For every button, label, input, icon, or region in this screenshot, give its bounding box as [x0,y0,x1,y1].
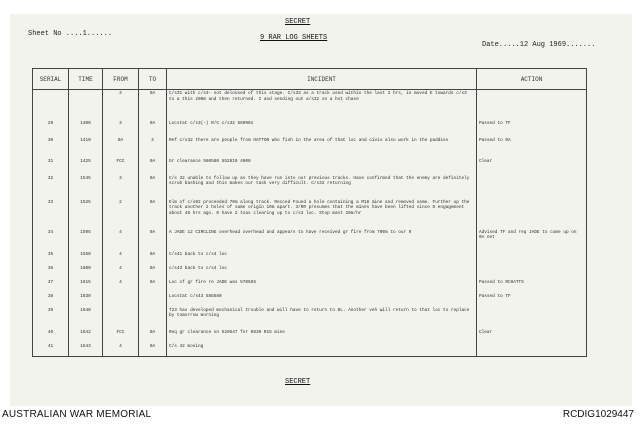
cell-incident: C/s41 back to c/s4 loc [167,251,477,265]
classification-bottom: SECRET [285,378,311,386]
cell-to: 0A [139,175,167,199]
cell-incident: Locstat c/s43 585580 [167,293,477,307]
cell-incident: Req gr clearance on 520547 for 0830 R15 mine [167,329,477,343]
cell-time: 1400 [69,120,103,137]
classification-top: SECRET [285,18,311,26]
institution-name: AUSTRALIAN WAR MEMORIAL [2,409,152,420]
cell-time: 1640 [69,307,103,329]
cell-serial [33,90,69,120]
cell-action [477,251,587,265]
cell-to: 0A [139,90,167,120]
cell-action [477,199,587,229]
cell-incident: Ref c/s32 there are people from HATTON who fish in the area of that loc and civis also work in the paddies [167,137,477,158]
cell-serial: 30 [33,137,69,158]
cell-serial: 37 [33,279,69,293]
table-row [33,229,587,251]
cell-from: 3 [103,90,139,120]
cell-to [139,293,167,307]
cell-to: 0A [139,265,167,279]
col-incident: INCIDENT [167,69,477,90]
cell-serial: 36 [33,265,69,279]
cell-time: 1410 [69,137,103,158]
cell-time: 1545 [69,175,103,199]
cell-serial: 34 [33,229,69,251]
cell-incident: Elm of c/s02 proceeded 70m along track. Recced Found a hole containing a M16 mine and removed same. Further up the track another 2 holes of same origin 10m apart. 3/RR presumes that the mines have been lifted since D engagement about 48 hrs ago. 0 have 2 txas clearing up to c/s3 loc. Stop mast 20m/hr [167,199,477,229]
cell-action [477,265,587,279]
cell-time: 1505 [69,229,103,251]
cell-time: 1525 [69,199,103,229]
cell-from: 0A [103,137,139,158]
cell-serial: 41 [33,343,69,357]
cell-time: 1642 [69,329,103,343]
cell-to [139,307,167,329]
cell-action: Passed to 0A [477,137,587,158]
cell-from: 4 [103,279,139,293]
table-row [33,90,587,120]
cell-time: 1615 [69,279,103,293]
cell-incident: C/s31 with c/s3- not deloused of this stage. C/s33 as a track used within the last 2 hrs, in moved E towards c/s3 to a this 200m and then returned. I and sending out a/s32 on a hot chase [167,90,477,120]
table-row [33,158,587,175]
table-row [33,199,587,229]
cell-from: 4 [103,343,139,357]
cell-to: 0A [139,329,167,343]
table-row [33,343,587,357]
cell-serial: 38 [33,293,69,307]
cell-incident: Loc of gr fire re JADE was 570565 [167,279,477,293]
table-row [33,307,587,329]
cell-from: 2 [103,199,139,229]
cell-action: Clear [477,329,587,343]
col-serial: SERIAL [33,69,69,90]
cell-serial: 35 [33,251,69,265]
cell-action [477,343,587,357]
cell-time: 1630 [69,293,103,307]
table-header [33,69,587,90]
cell-incident: c/s43 back to c/s4 loc [167,265,477,279]
cell-to: 0A [139,199,167,229]
col-time: TIME [69,69,103,90]
table-row [33,175,587,199]
cell-to: 0A [139,229,167,251]
col-from: FROM [103,69,139,90]
cell-from [103,293,139,307]
cell-incident: C/s 42 moving [167,343,477,357]
cell-to: 3 [139,137,167,158]
cell-time [69,90,103,120]
sheet-number: Sheet No ....1...... [28,30,113,38]
cell-incident: C/s 32 unable to follow up as they have run into our previous tracks. Have confirmed that the enemy are definitely scrub bashing and this makes our task very difficult. C/s32 returning [167,175,477,199]
col-to: TO [139,69,167,90]
table-row [33,251,587,265]
cell-action: Passed to RCHATTS [477,279,587,293]
cell-from: 3 [103,175,139,199]
cell-from: 4 [103,265,139,279]
table-row [33,329,587,343]
cell-action [477,307,587,329]
log-table [32,68,587,357]
cell-time: 1550 [69,251,103,265]
catalogue-id: RCDIG1029447 [562,409,634,420]
col-action: ACTION [477,69,587,90]
cell-serial: 31 [33,158,69,175]
table-row [33,120,587,137]
cell-from [103,307,139,329]
cell-time: 1425 [69,158,103,175]
cell-action: Passed to TF [477,293,587,307]
table-row [33,293,587,307]
cell-from: 4 [103,229,139,251]
cell-time: 1600 [69,265,103,279]
cell-incident: A JADE 12 CIRCLING overhead overhead and appears to have received gr fire from 700m to our 9 [167,229,477,251]
cell-action [477,90,587,120]
cell-incident: Locstat c/s3(-) R/C c/s32 560901 [167,120,477,137]
table-row [33,265,587,279]
cell-serial: 40 [33,329,69,343]
cell-incident: T23 has developed mechanical trouble and will have to return to 0L. Another veh will return to that loc to replace by tomorrow morning [167,307,477,329]
cell-from: FCC [103,329,139,343]
table-row [33,137,587,158]
cell-incident: Gr clearance 560580 552810 4000 [167,158,477,175]
unit-title: 9 RAR LOG SHEETS [260,34,328,42]
date-label: Date.....12 Aug 1969....... [482,41,596,49]
cell-from: 4 [103,251,139,265]
cell-from: 3 [103,120,139,137]
cell-serial: 32 [33,175,69,199]
cell-to: 0A [139,251,167,265]
cell-to: 0A [139,343,167,357]
cell-action [477,175,587,199]
log-sheet [10,14,632,406]
cell-serial: 33 [33,199,69,229]
cell-time: 1643 [69,343,103,357]
table-row [33,279,587,293]
cell-serial: 29 [33,120,69,137]
cell-from: FCC [103,158,139,175]
cell-serial: 39 [33,307,69,329]
cell-to: 0A [139,279,167,293]
cell-action: Clear [477,158,587,175]
cell-action: Passed to TF [477,120,587,137]
cell-to: 0A [139,158,167,175]
cell-action: Advised TF and req JADE to come up on 0A net [477,229,587,251]
cell-to: 0A [139,120,167,137]
